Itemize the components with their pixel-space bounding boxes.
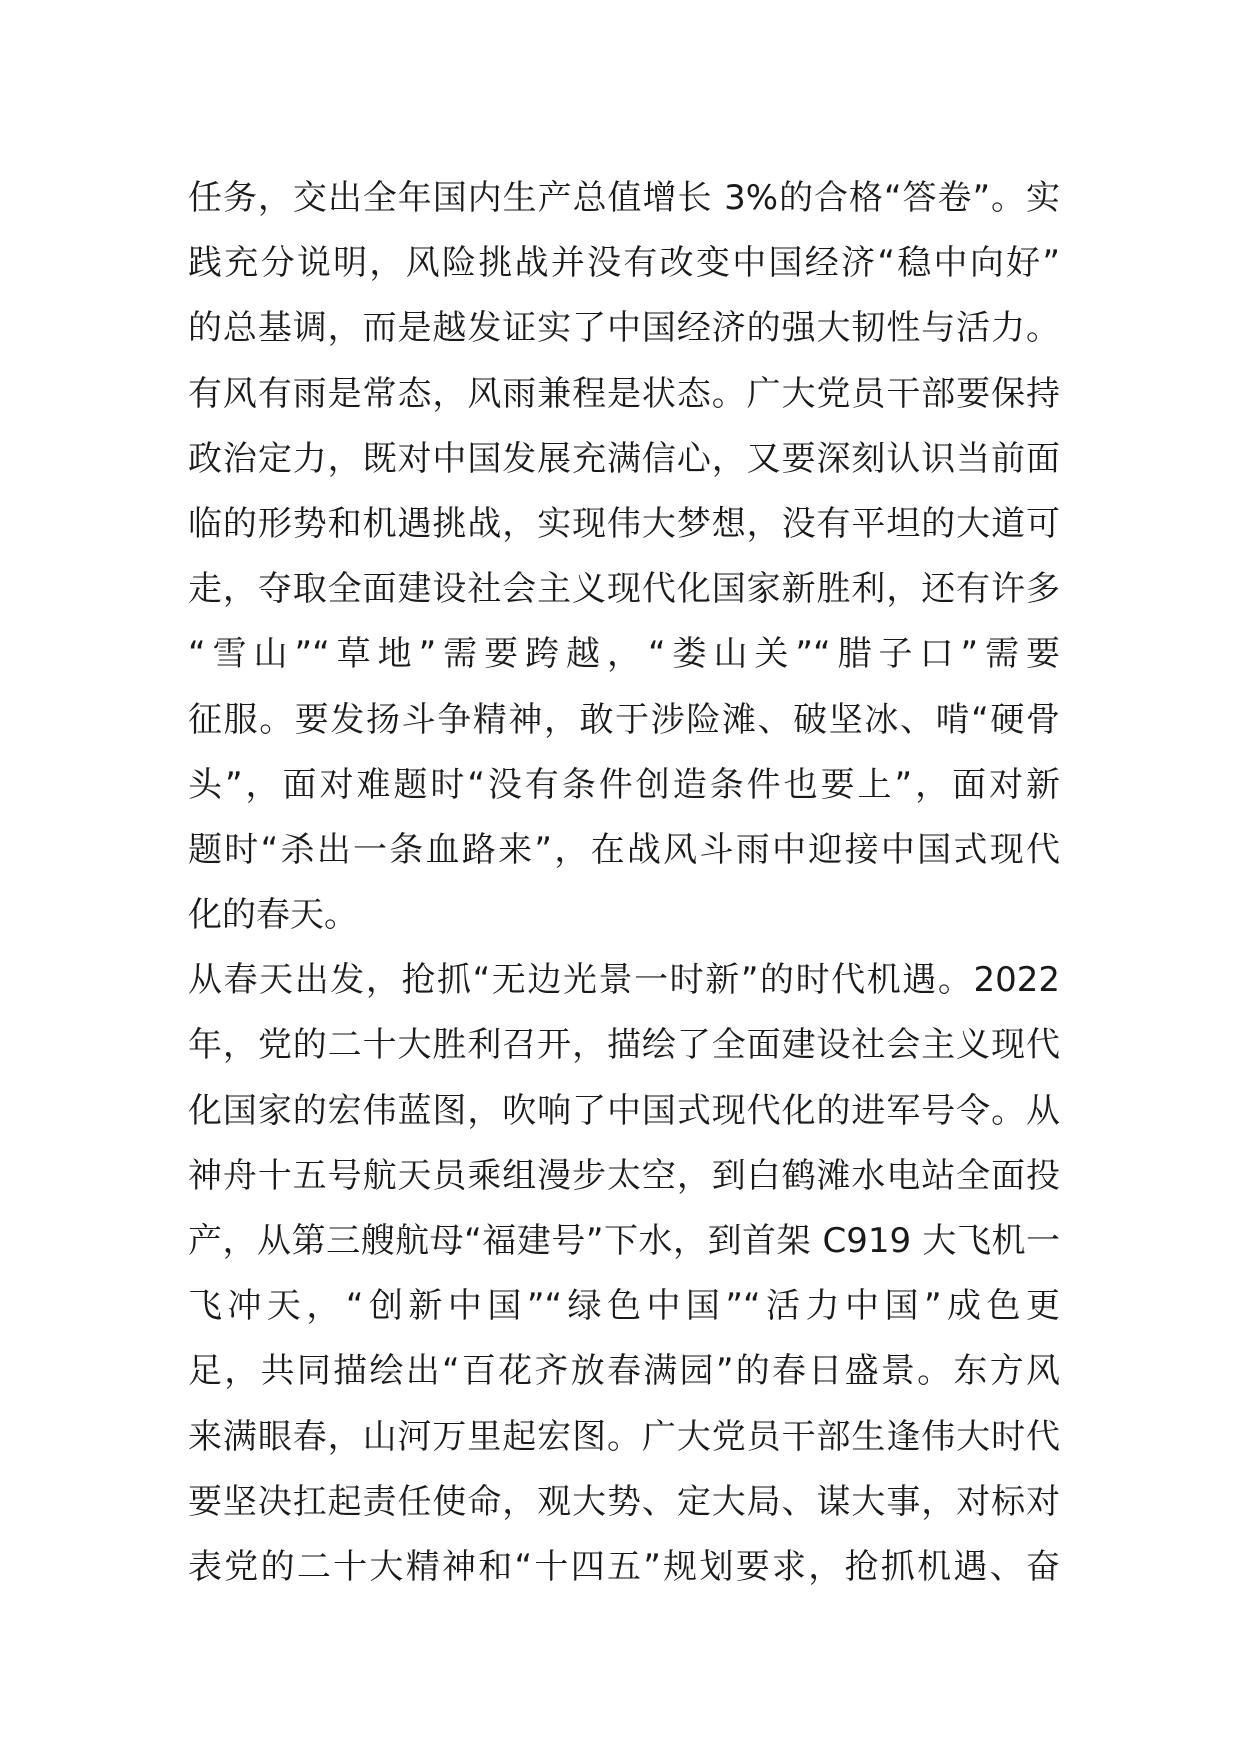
text-line: 年，党的二十大胜利召开，描绘了全面建设社会主义现代	[188, 1025, 1060, 1066]
text-line: 有风有雨是常态，风雨兼程是状态。广大党员干部要保持	[188, 373, 1060, 414]
text-line: “雪山”“草地”需要跨越，“娄山关”“腊子口”需要	[188, 634, 1060, 675]
body-text	[188, 166, 1060, 1600]
text-line: 来满眼春，山河万里起宏图。广大党员干部生逢伟大时代	[188, 1416, 1060, 1457]
text-line: 临的形势和机遇挑战，实现伟大梦想，没有平坦的大道可	[188, 503, 1060, 544]
text-line: 政治定力，既对中国发展充满信心，又要深刻认识当前面	[188, 438, 1060, 479]
paragraph-2	[188, 948, 1060, 1600]
text-line: 践充分说明，风险挑战并没有改变中国经济“稳中向好”	[188, 243, 1060, 284]
text-line: 从春天出发，抢抓“无边光景一时新”的时代机遇。2022	[188, 960, 1060, 1001]
text-line: 神舟十五号航天员乘组漫步太空，到白鹤滩水电站全面投	[188, 1155, 1060, 1196]
text-line: 任务，交出全年国内生产总值增长 3%的合格“答卷”。实	[188, 178, 1060, 218]
text-line: 化国家的宏伟蓝图，吹响了中国式现代化的进军号令。从	[188, 1090, 1060, 1131]
text-line: 产，从第三艘航母“福建号”下水，到首架 C919 大飞机一	[188, 1221, 1060, 1261]
text-line: 征服。要发扬斗争精神，敢于涉险滩、破坚冰、啃“硬骨	[188, 699, 1060, 740]
text-line: 飞冲天，“创新中国”“绿色中国”“活力中国”成色更	[188, 1286, 1060, 1327]
text-line: 要坚决扛起责任使命，观大势、定大局、谋大事，对标对	[188, 1481, 1060, 1522]
text-line: 头”，面对难题时“没有条件创造条件也要上”，面对新	[188, 764, 1060, 805]
paragraph-1	[188, 166, 1060, 948]
text-line: 的总基调，而是越发证实了中国经济的强大韧性与活力。	[188, 308, 1060, 349]
text-line: 足，共同描绘出“百花齐放春满园”的春日盛景。东方风	[188, 1351, 1060, 1392]
text-line: 表党的二十大精神和“十四五”规划要求，抢抓机遇、奋	[188, 1546, 1060, 1587]
text-line: 化的春天。	[188, 895, 358, 936]
text-line: 走，夺取全面建设社会主义现代化国家新胜利，还有许多	[188, 569, 1060, 610]
text-line: 题时“杀出一条血路来”，在战风斗雨中迎接中国式现代	[188, 829, 1060, 870]
